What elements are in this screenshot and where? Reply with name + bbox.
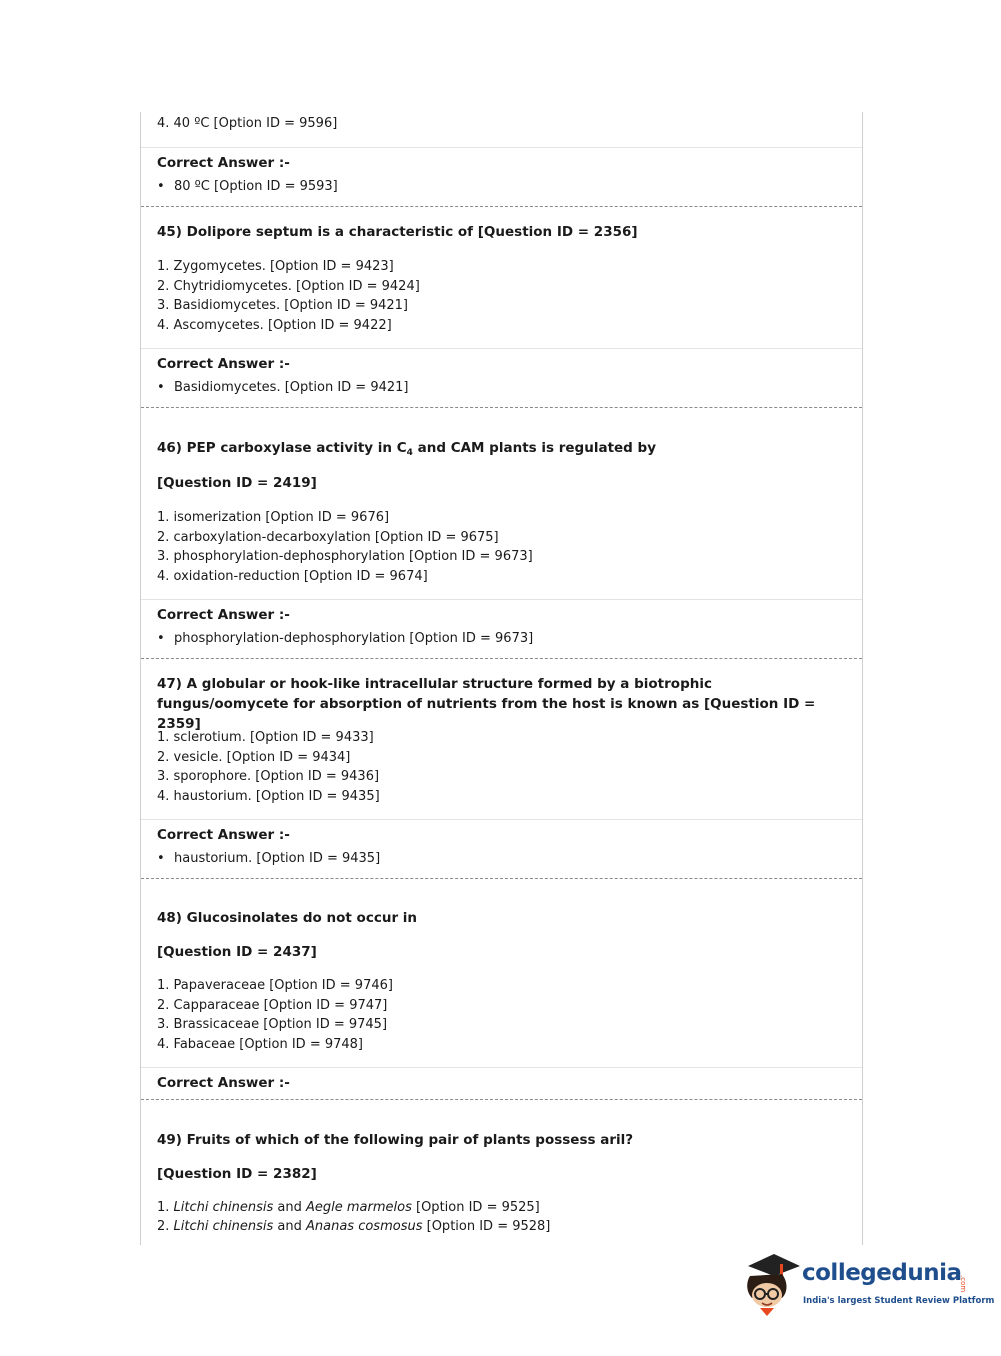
q49-option-1: 1. Litchi chinensis and Aegle marmelos [Option ID = 9525]	[157, 1200, 540, 1215]
q48-question-id: [Question ID = 2437]	[157, 944, 317, 960]
divider	[141, 819, 862, 820]
brand-domain: .com	[959, 1275, 967, 1293]
option: 2. Capparaceae [Option ID = 9747]	[157, 997, 388, 1013]
q46-question-id: [Question ID = 2419]	[157, 475, 317, 491]
divider	[141, 599, 862, 600]
q45-question: 45) Dolipore septum is a characteristic of [Question ID = 2356]	[157, 224, 638, 240]
question-separator	[141, 407, 862, 408]
divider	[141, 1067, 862, 1068]
question-separator	[141, 1099, 862, 1100]
mascot-icon	[742, 1250, 802, 1320]
collegedunia-logo	[742, 1250, 995, 1320]
q47-correct-label: Correct Answer :-	[157, 827, 290, 843]
option: 1. isomerization [Option ID = 9676]	[157, 510, 390, 525]
option: 1. Papaveraceae [Option ID = 9746]	[157, 978, 393, 993]
brand-tagline: India's largest Student Review Platform	[803, 1296, 995, 1306]
option: 1. Zygomycetes. [Option ID = 9423]	[157, 259, 394, 274]
question-separator	[141, 878, 862, 879]
divider	[141, 147, 862, 148]
q48-question: 48) Glucosinolates do not occur in	[157, 910, 418, 926]
q49-question: 49) Fruits of which of the following pair of plants possess aril?	[157, 1132, 634, 1148]
option: 2. carboxylation-decarboxylation [Option ID = 9675]	[157, 529, 499, 545]
question-paper-frame	[140, 112, 863, 1245]
q49-option-2: 2. Litchi chinensis and Ananas cosmosus [Option ID = 9528]	[157, 1219, 551, 1234]
option: 3. sporophore. [Option ID = 9436]	[157, 769, 380, 785]
option: 2. vesicle. [Option ID = 9434]	[157, 749, 351, 765]
option: 3. Basidiomycetes. [Option ID = 9421]	[157, 298, 409, 314]
q45-options	[157, 257, 420, 335]
q46-correct-answer: • phosphorylation-dephosphorylation [Option ID = 9673]	[157, 631, 534, 646]
q47-question: 47) A globular or hook-like intracellular structure formed by a biotrophic fungus/oomycete for absorption of nutrients from the host is known as [Question ID = 2359]	[157, 676, 816, 732]
q46-question: 46) PEP carboxylase activity in $C_4$ and CAM plants is regulated by	[157, 440, 657, 458]
q46-options	[157, 508, 533, 586]
option: 4. Ascomycetes. [Option ID = 9422]	[157, 317, 392, 333]
question-separator	[141, 658, 862, 659]
q44-correct-label: Correct Answer :-	[157, 155, 290, 171]
divider	[141, 348, 862, 349]
question-separator	[141, 206, 862, 207]
q44-option-4: 4. 40 ºC [Option ID = 9596]	[157, 116, 338, 131]
q48-correct-label: Correct Answer :-	[157, 1075, 290, 1091]
option: 1. sclerotium. [Option ID = 9433]	[157, 730, 374, 745]
q49-question-id: [Question ID = 2382]	[157, 1166, 317, 1182]
q45-correct-answer: • Basidiomycetes. [Option ID = 9421]	[157, 380, 409, 395]
brand-name: collegedunia	[802, 1260, 962, 1286]
q48-options	[157, 976, 393, 1054]
option: 4. haustorium. [Option ID = 9435]	[157, 788, 380, 804]
q46-correct-label: Correct Answer :-	[157, 607, 290, 623]
q47-options	[157, 728, 380, 806]
option: 3. phosphorylation-dephosphorylation [Option ID = 9673]	[157, 549, 533, 565]
q47-correct-answer: • haustorium. [Option ID = 9435]	[157, 851, 381, 866]
option: 2. Chytridiomycetes. [Option ID = 9424]	[157, 278, 420, 294]
option: 4. oxidation-reduction [Option ID = 9674]	[157, 568, 428, 584]
q45-correct-label: Correct Answer :-	[157, 356, 290, 372]
option: 4. Fabaceae [Option ID = 9748]	[157, 1036, 363, 1052]
q44-correct-answer: • 80 ºC [Option ID = 9593]	[157, 179, 338, 194]
option: 3. Brassicaceae [Option ID = 9745]	[157, 1017, 388, 1033]
